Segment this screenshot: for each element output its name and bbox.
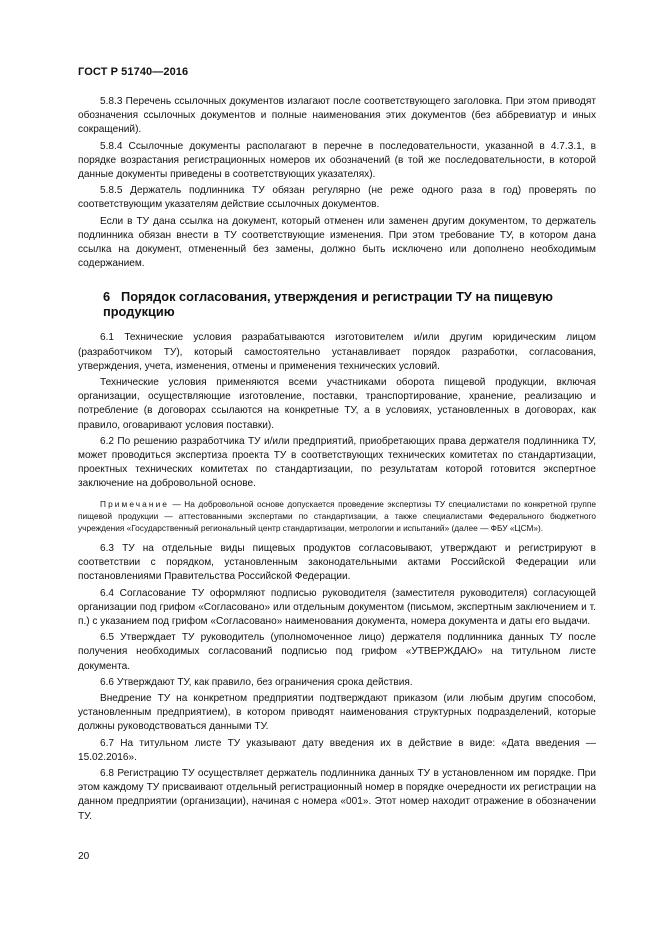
clause-5-8-4: 5.8.4 Ссылочные документы располагают в перечне в последовательности, указанной в 4.7.3.1, в порядке возрастания регистрационных номеров их обозначений (в той же последовательности, в которой данные документы приведены в соответствующих указателях).: [78, 140, 596, 181]
note-label: Примечание: [100, 498, 170, 509]
clause-6-6: 6.6 Утверждают ТУ, как правило, без ограничения срока действия.: [100, 676, 413, 688]
clause-6-5: 6.5 Утверждает ТУ руководитель (уполномоченное лицо) держателя подлинника данных ТУ после получения необходимых согласований подписью под грифом «УТВЕРЖДАЮ» на титульном листе документа.: [78, 632, 596, 672]
note-text: — На добровольной основе допускается проведение экспертизы ТУ специалистами по конкретной группе пищевой продукции — аттестованными экспертами по стандартизации, а также специалистами Федерального бюджетного учреждения «Государственный региональный центр стандартизации, метрологии и испытаний» (далее — ФБУ «ЦСМ»).: [78, 498, 596, 534]
section-number: 6: [103, 289, 111, 305]
clause-6-3: 6.3 ТУ на отдельные виды пищевых продуктов согласовывают, утверждают и регистрируют в соответствии с порядком, установленным законодательными актами Российской Федерации или постановлениями Правительства Российской Федерации.: [78, 542, 596, 583]
clause-5-8-5-continued: Если в ТУ дана ссылка на документ, который отменен или заменен другим документом, то держатель подлинника обязан внести в ТУ соответствующие изменения. При этом требование ТУ, в котором дана ссылка на документ, отмененный без замены, должно быть исключено или дополнено необходимым содержанием.: [78, 215, 596, 270]
clause-6-6-continued: Внедрение ТУ на конкретном предприятии подтверждают приказом (или любым другим способом, установленным предприятием), в котором приводят наименования структурных подразделений, которые должны руководствоваться данными ТУ.: [78, 692, 596, 733]
section-title: Порядок согласования, утверждения и регистрации ТУ на пищевую продукцию: [103, 289, 553, 320]
note: [78, 498, 596, 535]
clause-6-4: 6.4 Согласование ТУ оформляют подписью руководителя (заместителя руководителя) согласующей организации под грифом «Согласовано» или отдельным документом (письмом, экспертным заключением и т. п.) с указанием под грифом «Согласовано» наименования документа, номера документа и даты его выдачи.: [78, 587, 596, 627]
section-6-heading: [103, 289, 596, 319]
clause-6-8: 6.8 Регистрацию ТУ осуществляет держатель подлинника данных ТУ в установленном им порядке. При этом каждому ТУ присваивают отдельный регистрационный номер в порядке очередности их регистрации на данном предприятии (организации), начиная с номера «001». Этот номер находит отражение в обозначении ТУ.: [78, 767, 596, 822]
clause-5-8-3: 5.8.3 Перечень ссылочных документов излагают после соответствующего заголовка. При этом приводят обозначения ссылочных документов и полные наименования этих документов (без аббревиатур и иных сокращений).: [78, 96, 596, 136]
clause-6-1: 6.1 Технические условия разрабатываются изготовителем и/или другим юридическим лицом (разработчиком ТУ), который самостоятельно устанавливает порядок разработки, согласования, утверждения, учета, изменения, отмены и применения технических условий.: [78, 332, 596, 372]
document-body: [78, 95, 596, 826]
document-header: ГОСТ Р 51740—2016: [78, 66, 189, 78]
clause-6-2: 6.2 По решению разработчика ТУ и/или предприятий, приобретающих права держателя подлинника ТУ, может проводиться экспертиза проекта ТУ в соответствующих технических комитетах по стандартизации, проектных технических комитетах по стандартизации, по результатам которой готовится экспертное заключение на добровольной основе.: [78, 435, 596, 490]
page-number: 20: [78, 851, 90, 862]
clause-6-7: 6.7 На титульном листе ТУ указывают дату введения их в действие в виде: «Дата введения — 15.02.2016».: [78, 737, 596, 763]
clause-6-1-continued: Технические условия применяются всеми участниками оборота пищевой продукции, включая организации, осуществляющие изготовление, поставки, транспортирование, хранение, реализацию и потребление (в договорах ссылаются на конкретные ТУ, а в условиях, установленных в договорах, как правило, оговаривают условия поставки).: [78, 377, 596, 431]
clause-5-8-5: 5.8.5 Держатель подлинника ТУ обязан регулярно (не реже одного раза в год) проверять по соответствующим указателям действие ссылочных документов.: [78, 185, 596, 211]
